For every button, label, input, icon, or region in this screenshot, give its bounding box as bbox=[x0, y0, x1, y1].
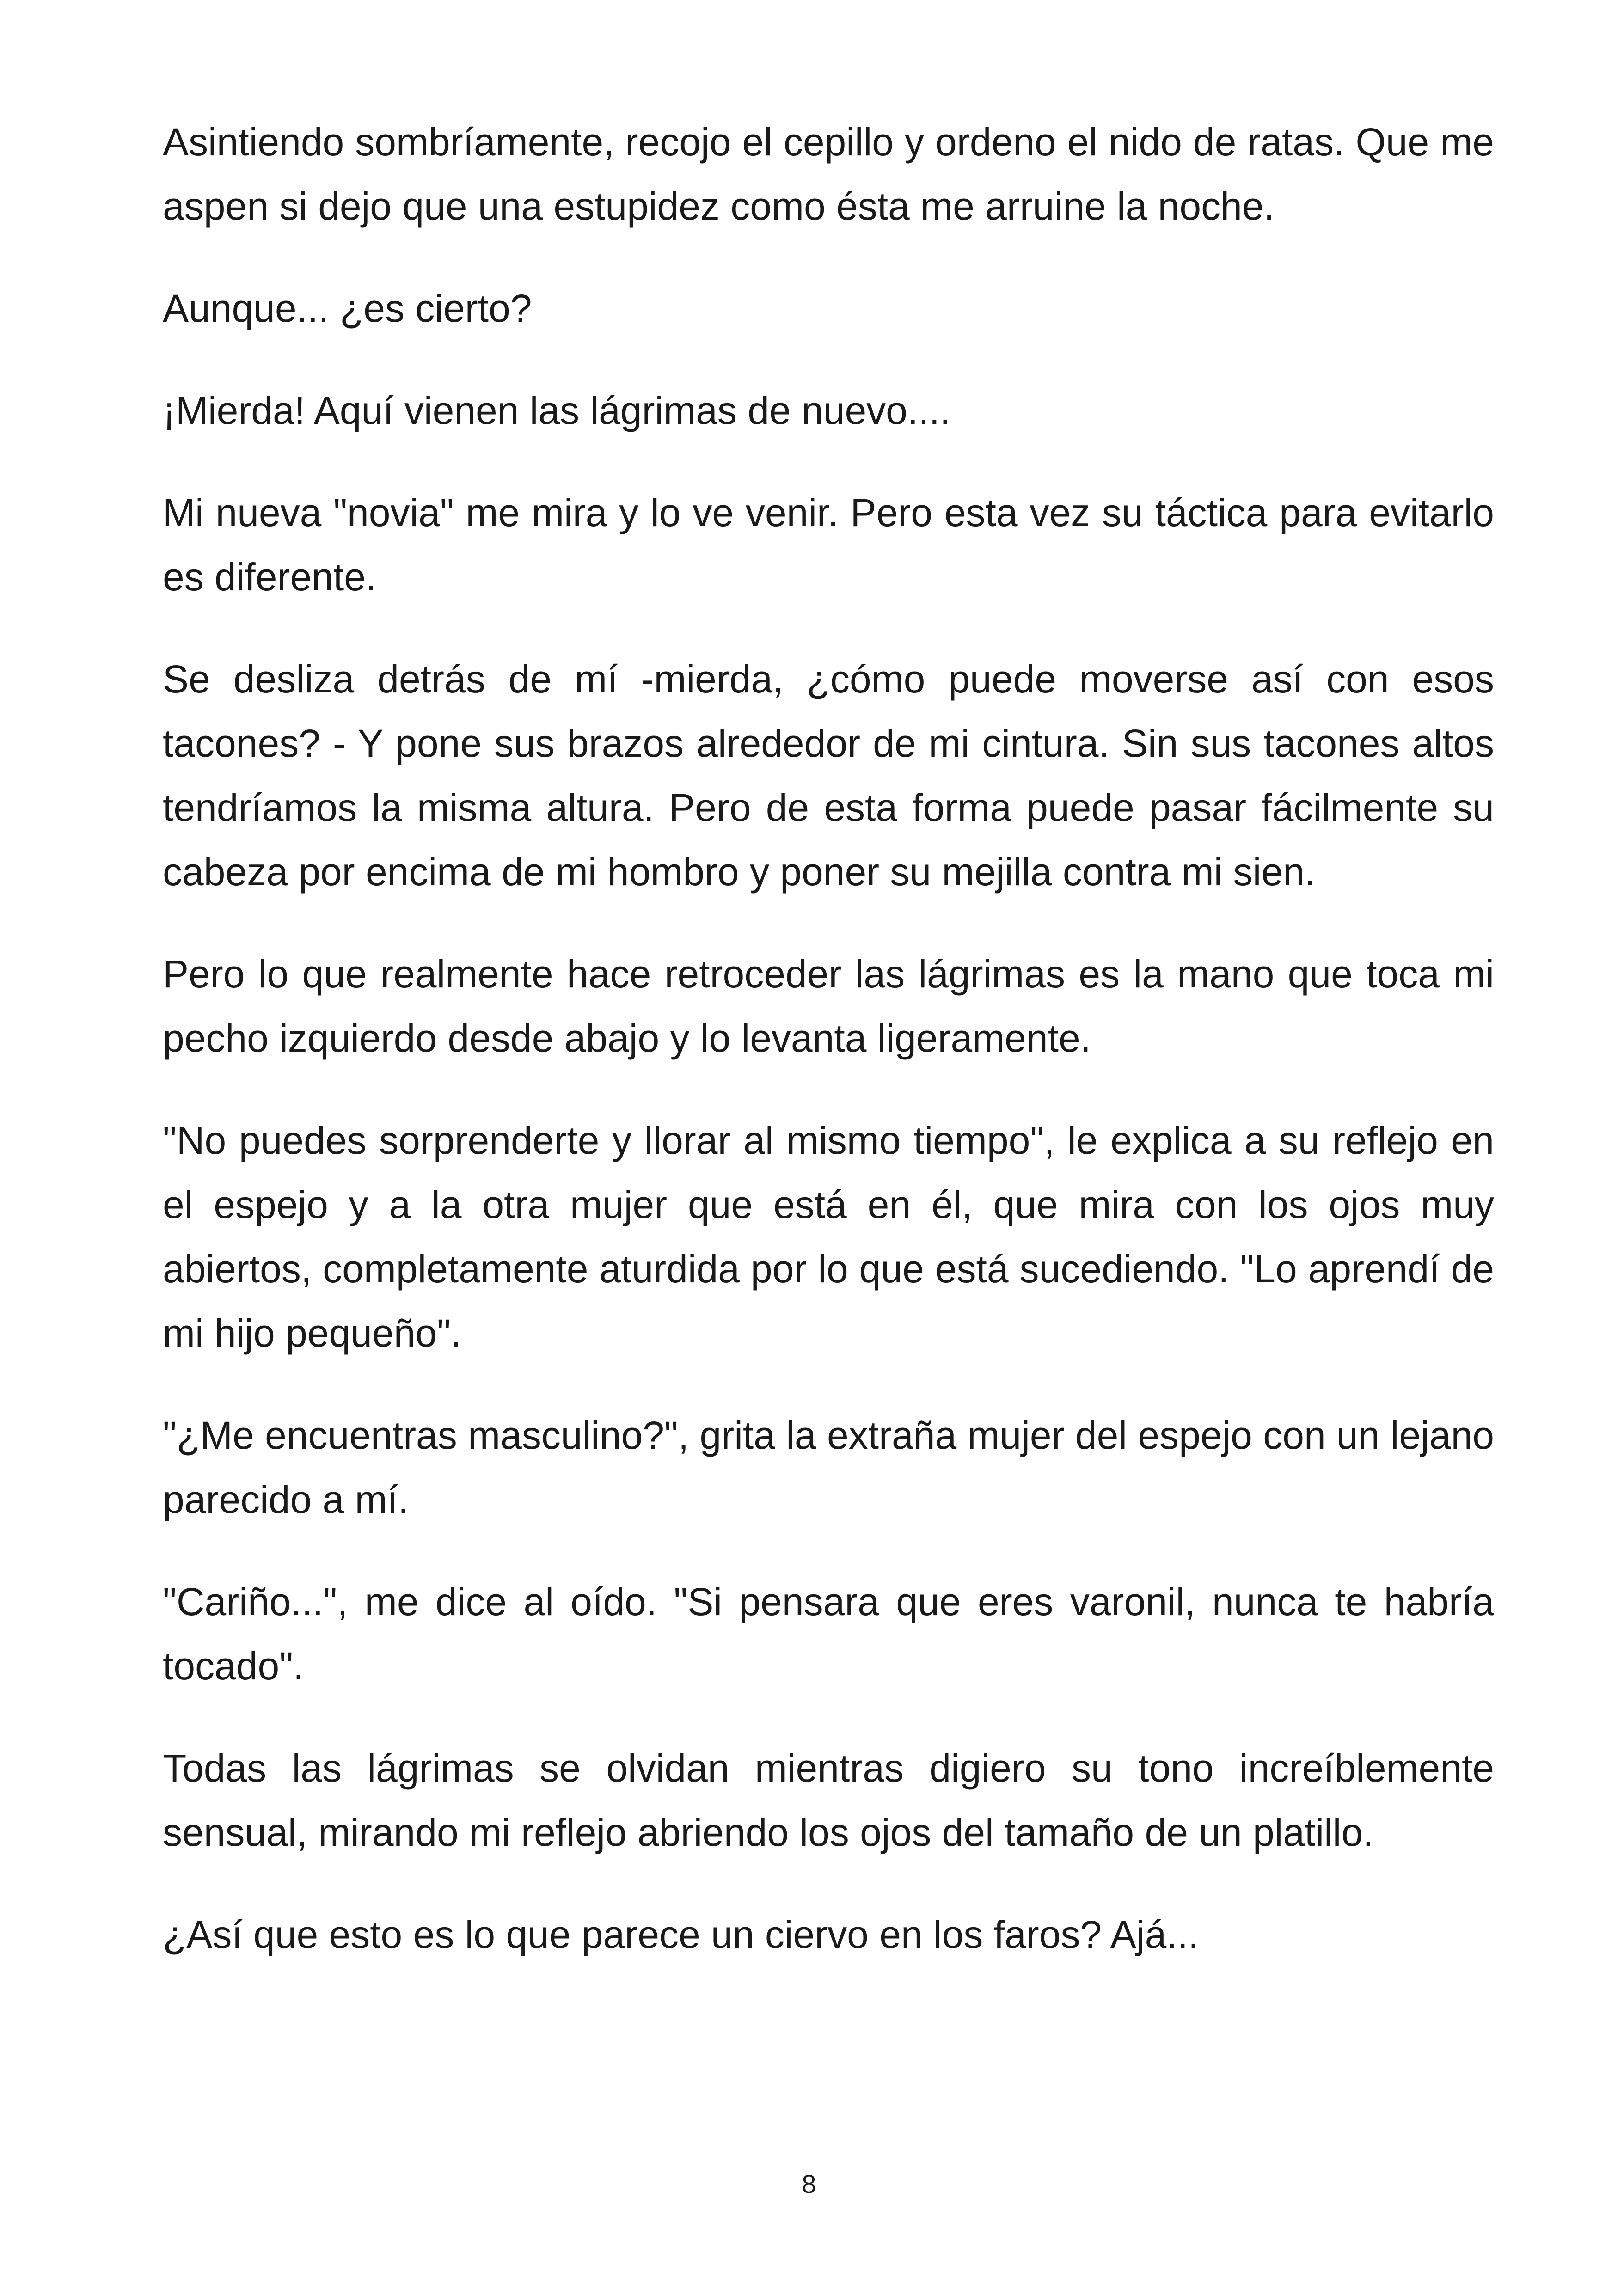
paragraph: ¿Así que esto es lo que parece un ciervo en los faros? Ajá... bbox=[163, 1913, 1199, 1956]
paragraph: Todas las lágrimas se olvidan mientras digiero su tono increíblemente sensual, mirando mi reflejo abriendo los ojos del tamaño de un platillo. bbox=[163, 1746, 1494, 1854]
body-text bbox=[163, 110, 1494, 2005]
paragraph: ¡Mierda! Aquí vienen las lágrimas de nuevo.... bbox=[163, 389, 951, 432]
paragraph: "Cariño...", me dice al oído. "Si pensara que eres varonil, nunca te habría tocado". bbox=[163, 1580, 1494, 1688]
paragraph: Mi nueva "novia" me mira y lo ve venir. Pero esta vez su táctica para evitarlo es diferente. bbox=[163, 491, 1494, 599]
paragraph: Pero lo que realmente hace retroceder las lágrimas es la mano que toca mi pecho izquierdo desde abajo y lo levanta ligeramente. bbox=[163, 952, 1494, 1060]
paragraph: "No puedes sorprenderte y llorar al mismo tiempo", le explica a su reflejo en el espejo y a la otra mujer que está en él, que mira con los ojos muy abiertos, completamente aturdida por lo que está sucediendo. "Lo aprendí de mi hijo pequeño". bbox=[163, 1119, 1494, 1355]
paragraph: Se desliza detrás de mí -mierda, ¿cómo puede moverse así con esos tacones? - Y pone sus brazos alrededor de mi cintura. Sin sus tacones altos tendríamos la misma altura. Pero de esta forma puede pasar fácilmente su cabeza por encima de mi hombro y poner su mejilla contra mi sien. bbox=[163, 657, 1494, 894]
paragraph: Asintiendo sombríamente, recojo el cepillo y ordeno el nido de ratas. Que me aspen si dejo que una estupidez como ésta me arruine la noche. bbox=[163, 120, 1494, 228]
page-number: 8 bbox=[802, 2169, 816, 2198]
paragraph: Aunque... ¿es cierto? bbox=[163, 287, 532, 330]
paragraph: "¿Me encuentras masculino?", grita la extraña mujer del espejo con un lejano parecido a mí. bbox=[163, 1414, 1494, 1521]
